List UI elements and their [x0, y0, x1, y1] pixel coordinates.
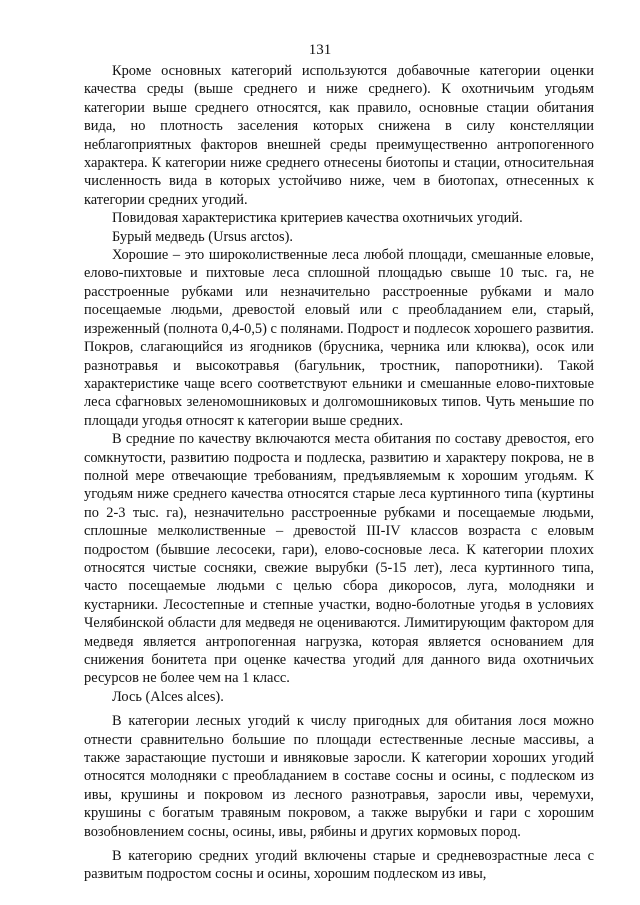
page-number: 131: [308, 42, 332, 58]
paragraph-moose-good: В категории лесных угодий к числу пригодных для обитания лося можно отнести сравнительно большие по площади естественные лесные массивы, а также зарастающие пустоши и ивняковые заросли. К категории хороших угодий относятся молодняки с преобладанием в составе сосны и осины, с подлеском из ивы, крушины и покровом из лесного разнотравья, заросли ивы, черемухи, крушины с богатым травяным покровом, а также вырубки и гари с хорошим возобновлением сосны, осины, ивы, рябины и других кормовых пород.: [84, 713, 594, 840]
document-body: [84, 62, 594, 884]
paragraph-bear-medium: В средние по качеству включаются места обитания по составу древостоя, его сомкнутости, развитию подроста и подлеска, развитию и характеру покрова, не в полной мере отвечающие требованиям, предъявляемым к хорошим угодьям. К угодьям ниже среднего качества относятся старые леса куртинного типа (куртины по 2-3 тыс. га), незначительно расстроенные рубками и посещаемые людьми, сплошные мелколиственные – древостой III-IV классов возраста с еловым подростом (бывшие лесосеки, гари), елово-сосновые леса. К категории плохих относятся чистые сосняки, свежие вырубки (5-15 лет), леса куртинного типа, часто посещаемые людьми с целью сбора дикоросов, луга, молодняки и кустарники. Лесостепные и степные участки, водно-болотные угодья в условиях Челябинской области для медведя не оцениваются. Лимитирующим фактором для медведя является антропогенная нагрузка, которая является основанием для снижения бонитета при оценке качества угодий для данного вида охотничьих ресурсов не более чем на 1 класс.: [84, 431, 594, 687]
species-heading-brown-bear: Бурый медведь (Ursus arctos).: [112, 228, 293, 245]
section-heading: Повидовая характеристика критериев качества охотничьих угодий.: [112, 210, 523, 227]
paragraph-bear-good: Хорошие – это широколиственные леса любой площади, смешанные еловые, елово-пихтовые и пихтовые леса сплошной площадью свыше 10 тыс. га, не расстроенные рубками или незначительно расстроенные рубками и мало посещаемые людьми, древостой еловый или с преобладанием ели, старый, изреженный (полнота 0,4-0,5) с полянами. Подрост и подлесок хорошего развития. Покров, слагающийся из ягодников (брусника, черника или клюква), осок или разнотравья и высокотравья (багульник, тростник, папоротники). Такой характеристике чаще всего соответствуют ельники и смешанные елово-пихтовые леса сфагновых зеленомошниковых и долгомошниковых типов. Чуть меньшие по площади угодья относят к категории выше средних.: [84, 247, 594, 429]
paragraph-intro: Кроме основных категорий используются добавочные категории оценки качества среды (выше среднего и ниже среднего). К охотничьим угодьям категории выше среднего относятся, как правило, основные стации обитания вида, но плотность заселения которых снижена в силу констелляции неблагоприятных факторов внешней среды преимущественно антропогенного характера. К категории ниже среднего отнесены биотопы и стации, относительная численность вида в которых устойчиво ниже, чем в биотопах, отнесенных к категории средних угодий.: [84, 63, 594, 208]
species-heading-moose: Лось (Alces alces).: [112, 688, 224, 705]
paragraph-moose-medium: В категорию средних угодий включены старые и средневозрастные леса с развитым подростом сосны и осины, хорошим подлеском из ивы,: [84, 848, 594, 883]
